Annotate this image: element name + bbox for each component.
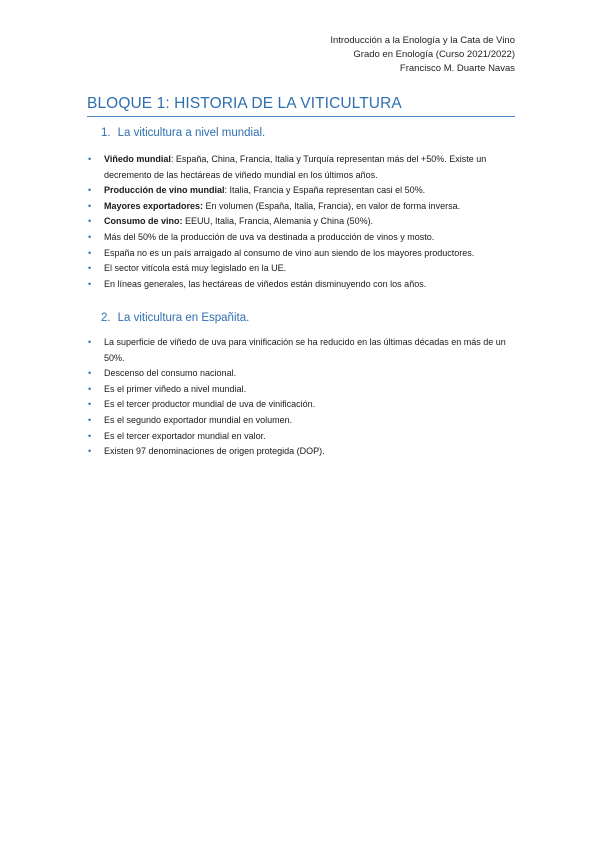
bullet-icon: •	[88, 383, 92, 394]
list-item-label: Mayores exportadores:	[104, 200, 204, 211]
list-item-text: Existen 97 denominaciones de origen protegida (DOP).	[104, 446, 325, 457]
list-item	[85, 335, 515, 366]
list-item	[85, 230, 515, 246]
bullet-icon: •	[88, 231, 92, 242]
section-heading-1	[101, 127, 265, 139]
bullet-icon: •	[88, 263, 92, 274]
list-item-text: : Italia, Francia y España representan casi el 50%.	[224, 185, 426, 196]
list-item	[85, 382, 515, 398]
page-title: BLOQUE 1: HISTORIA DE LA VITICULTURA	[87, 95, 515, 117]
list-item	[85, 277, 515, 293]
section-number: 2.	[101, 312, 111, 324]
list-item-label: Producción de vino mundial	[104, 185, 225, 196]
list-item	[85, 261, 515, 277]
bullet-list-spain	[85, 335, 515, 460]
list-item-text: Es el tercer productor mundial de uva de vinificación.	[104, 399, 316, 410]
section-heading-text: La viticultura a nivel mundial.	[117, 127, 266, 139]
list-item	[85, 397, 515, 413]
bullet-icon: •	[88, 154, 92, 164]
list-item-text: : España, China, Francia, Italia y Turquía representan más del +50%. Existe un decremento de las hectáreas de viñedo mundial en los últimos años.	[104, 154, 487, 180]
header-degree: Grado en Enología (Curso 2021/2022)	[353, 49, 515, 60]
list-item-text: En volumen (España, Italia, Francia), en valor de forma inversa.	[203, 200, 461, 211]
bullet-icon: •	[88, 200, 92, 211]
bullet-icon: •	[88, 278, 92, 289]
list-item	[85, 199, 515, 215]
list-item	[85, 246, 515, 262]
list-item-text: La superficie de viñedo de uva para vinificación se ha reducido en las últimas décadas en más de un 50%.	[104, 337, 506, 363]
header-author: Francisco M. Duarte Navas	[399, 63, 515, 74]
page-header	[330, 34, 515, 76]
list-item-text: Es el primer viñedo a nivel mundial.	[104, 383, 247, 394]
list-item-text: Es el segundo exportador mundial en volumen.	[104, 414, 293, 425]
list-item	[85, 366, 515, 382]
section-heading-text: La viticultura en Españita.	[117, 312, 250, 324]
header-course-title: Introducción a la Enología y la Cata de Vino	[330, 35, 515, 46]
bullet-icon: •	[88, 446, 92, 457]
section-number: 1.	[101, 127, 111, 139]
list-item-text: En líneas generales, las hectáreas de viñedos están disminuyendo con los años.	[104, 278, 427, 289]
list-item	[85, 214, 515, 230]
list-item	[85, 152, 515, 183]
list-item	[85, 413, 515, 429]
bullet-icon: •	[88, 185, 92, 196]
list-item-text: EEUU, Italia, Francia, Alemania y China (50%).	[182, 216, 374, 227]
bullet-icon: •	[88, 247, 92, 258]
section-heading-2	[101, 312, 249, 324]
list-item-text: Descenso del consumo nacional.	[104, 368, 237, 379]
list-item	[85, 183, 515, 199]
list-item-text: España no es un país arraigado al consumo de vino aun siendo de los mayores productores.	[104, 247, 475, 258]
list-item	[85, 429, 515, 445]
list-item-text: Más del 50% de la producción de uva va destinada a producción de vinos y mosto.	[104, 231, 435, 242]
list-item	[85, 444, 515, 460]
list-item-label: Consumo de vino:	[104, 216, 183, 227]
list-item-label: Viñedo mundial	[104, 154, 171, 164]
bullet-icon: •	[88, 337, 92, 347]
bullet-icon: •	[88, 216, 92, 227]
bullet-list-world	[85, 152, 515, 292]
list-item-text: Es el tercer exportador mundial en valor.	[104, 430, 266, 441]
bullet-icon: •	[88, 399, 92, 410]
list-item-text: El sector vitícola está muy legislado en la UE.	[104, 263, 287, 274]
bullet-icon: •	[88, 368, 92, 379]
bullet-icon: •	[88, 430, 92, 441]
bullet-icon: •	[88, 414, 92, 425]
